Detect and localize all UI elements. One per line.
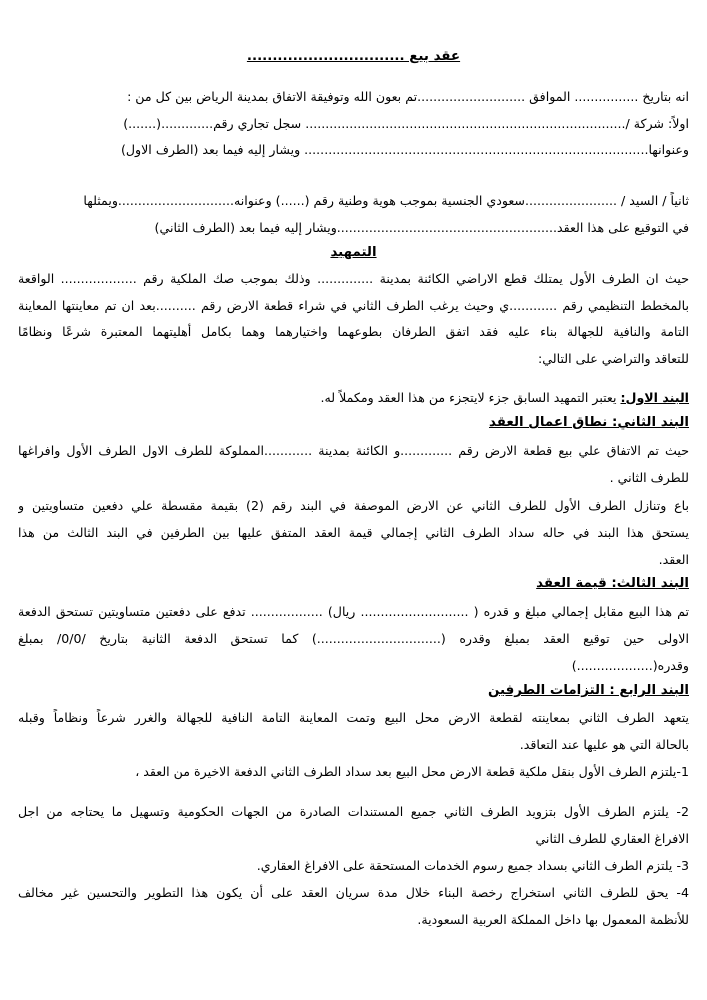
preamble-line-3: التامة والنافية للجهالة بناء عليه فقد اتفق الطرفان بطوعهما واختيارهما وهما بكامل أهليتهما المعتبرة شرعًا ونظامًا	[18, 324, 689, 339]
clause4-item-4: 4- يحق للطرف الثاني استخراج رخصة البناء خلال مدة سريان العقد على أن يكون هذا التطوير والتحسين غير مخالف	[18, 885, 689, 900]
party2-line2: في التوقيع على هذا العقد.......................................................ويشار إليه فيما بعد (الطرف الثاني)	[154, 220, 689, 235]
clause4-item-2: 2- يلتزم الطرف الأول بتزويد الطرف الثاني جميع المستندات الصادرة من الجهات الحكومية وتسهيل ما يحتاجه من اجل	[18, 804, 689, 819]
preamble-line-1: حيث ان الطرف الأول يمتلك قطع الاراضي الكائنة بمدينة .............. وذلك بموجب صك الملكية رقم ................... الواقعة	[18, 271, 689, 286]
clause4-item-2-cont: الافراغ العقاري للطرف الثاني	[535, 831, 689, 846]
clause2-line-1: حيث تم الاتفاق علي بيع قطعة الارض رقم .............و الكائنة بمدينة ............المملوكة للطرف الاول الطرف الأول وافراغها	[18, 443, 689, 458]
clause2-line-5: العقد.	[658, 552, 689, 567]
clause1-heading: البند الاول:	[620, 390, 689, 405]
preamble-line-2: بالمخطط التنظيمي رقم ............ي وحيث يرغب الطرف الثاني في شراء قطعة الارض رقم ..........بعد ان تم معاينتها المعاينة	[18, 298, 689, 313]
party1-line2: وعنوانها...................................................................................... ويشار إليه فيما بعد (الطرف الاول)	[120, 142, 689, 157]
clause2-line-3: باع وتنازل الطرف الأول للطرف الثاني عن الارض الموصفة في البند رقم (2) بقيمة مقسطة علي دفعين متساويتين و	[18, 498, 689, 513]
contract-title: عقد بيع ...............................	[246, 49, 461, 64]
preamble-heading: التمهيد	[330, 245, 377, 260]
clause4-intro-2: بالحالة التي هو عليها عند التعاقد.	[519, 737, 689, 752]
clause4-item-1: 1-يلتزم الطرف الأول بنقل ملكية قطعة الارض محل البيع بعد سداد الطرف الثاني الدفعة الاخيرة من العقد ،	[135, 764, 689, 779]
clause1	[18, 389, 689, 407]
clause3-line-3: وقدره(...................)	[571, 658, 689, 673]
clause1-text: يعتبر التمهيد السابق جزء لايتجزء من هذا العقد ومكملاً له.	[320, 390, 621, 405]
clause2-line-4: يستحق هذا البند في حاله سداد الطرف الثاني إجمالي قيمة العقد المتفق عليها بين الطرفين في البند الثالث من هذا	[18, 525, 689, 540]
clause4-item-4-cont: للأنظمة المعمول بها داخل المملكة العربية السعودية.	[417, 912, 689, 927]
opening-line: انه بتاريخ ................ الموافق ...........................تم بعون الله وتوفيقة الاتفاق بمدينة الرياض بين كل من :	[127, 89, 689, 104]
clause3-line-1: تم هذا البيع مقابل إجمالي مبلغ و قدره ( ........................... ريال) .................. تدفع على دفعتين متساويتين تستحق الدفعة	[18, 604, 689, 619]
preamble-line-4: للتعاقد والتراضي على التالي:	[538, 351, 689, 366]
clause2-heading: البند الثاني: نطاق اعمال العقد	[489, 415, 689, 430]
party1-line1: اولاً: شركة /................................................................................ سجل تجاري رقم.............(.......)	[123, 116, 689, 131]
clause4-item-3: 3- يلتزم الطرف الثاني بسداد جميع رسوم الخدمات المستحقة على الافراغ العقاري.	[256, 858, 689, 873]
party2-line1: ثانياً / السيد / .......................سعودي الجنسية بموجب هوية وطنية رقم (......) وعنوانه.............................ويمثلها	[83, 193, 689, 208]
clause4-intro-1: يتعهد الطرف الثاني بمعاينته لقطعة الارض محل البيع وتمت المعاينة التامة النافية للجهالة والغرر شرعاً ونظاماً وقبله	[18, 710, 689, 725]
clause3-heading: البند الثالث: قيمة العقد	[536, 576, 689, 591]
clause3-line-2: الاولى حين توقيع العقد بمبلغ وقدره (...............................) كما تستحق الدفعة الثانية بتاريخ /0/0/ بمبلغ	[18, 631, 689, 646]
clause2-line-2: للطرف الثاني .	[609, 470, 689, 485]
clause4-heading: البند الرابع : التزامات الطرفين	[487, 683, 689, 698]
